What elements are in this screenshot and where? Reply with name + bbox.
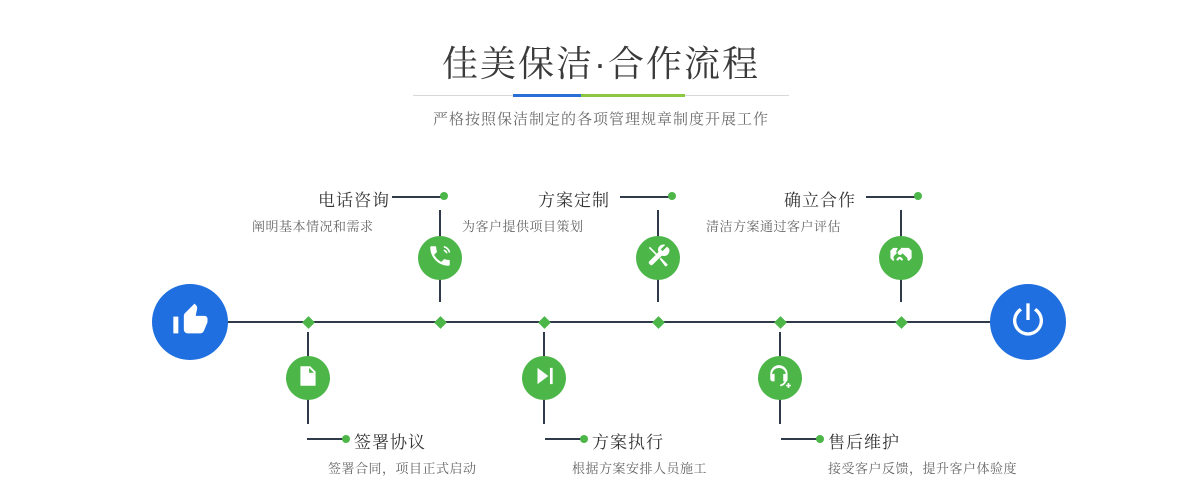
timeline-dot bbox=[434, 316, 447, 329]
step-icon-circle-2 bbox=[286, 356, 330, 400]
timeline-dot bbox=[774, 316, 787, 329]
callout-connector bbox=[392, 196, 444, 198]
callout-connector bbox=[620, 196, 672, 198]
callout-tip bbox=[668, 192, 676, 200]
step-label-2: 签署协议 bbox=[354, 433, 426, 452]
step-icon-circle-4 bbox=[522, 356, 566, 400]
document-edit-icon bbox=[295, 363, 321, 394]
step-desc-2: 签署合同，项目正式启动 bbox=[328, 461, 477, 476]
callout-tip bbox=[816, 435, 824, 443]
callout-connector bbox=[866, 196, 918, 198]
step-desc-3: 为客户提供项目策划 bbox=[462, 219, 584, 234]
title-divider bbox=[413, 95, 789, 96]
tools-icon bbox=[645, 243, 671, 274]
page-subtitle: 严格按照保洁制定的各项管理规章制度开展工作 bbox=[432, 111, 769, 128]
callout-connector bbox=[545, 438, 583, 440]
callout-connector bbox=[307, 438, 345, 440]
timeline-dot bbox=[538, 316, 551, 329]
step-icon-circle-5 bbox=[879, 236, 923, 280]
callout-tip bbox=[342, 435, 350, 443]
step-desc-1: 阐明基本情况和需求 bbox=[252, 219, 374, 234]
timeline-start-node bbox=[152, 284, 228, 360]
phone-call-icon bbox=[427, 243, 453, 274]
power-icon bbox=[1008, 300, 1048, 345]
customer-service-icon bbox=[767, 363, 793, 394]
step-label-5: 确立合作 bbox=[784, 191, 856, 210]
callout-tip bbox=[914, 192, 922, 200]
timeline-dot bbox=[895, 316, 908, 329]
page-title: 佳美保洁·合作流程 bbox=[442, 43, 760, 84]
handshake-icon bbox=[888, 243, 914, 274]
step-label-4: 方案执行 bbox=[592, 433, 664, 452]
play-next-icon bbox=[531, 363, 557, 394]
step-label-3: 方案定制 bbox=[538, 191, 610, 210]
divider-segment-blue bbox=[513, 94, 581, 97]
timeline-end-node bbox=[990, 284, 1066, 360]
step-icon-circle-3 bbox=[636, 236, 680, 280]
step-icon-circle-6 bbox=[758, 356, 802, 400]
callout-connector bbox=[781, 438, 819, 440]
timeline-dot bbox=[302, 316, 315, 329]
step-desc-4: 根据方案安排人员施工 bbox=[572, 461, 708, 476]
step-label-6: 售后维护 bbox=[828, 433, 900, 452]
callout-tip bbox=[580, 435, 588, 443]
callout-tip bbox=[440, 192, 448, 200]
step-desc-5: 清洁方案通过客户评估 bbox=[706, 219, 842, 234]
step-icon-circle-1 bbox=[418, 236, 462, 280]
step-desc-6: 接受客户反馈，提升客户体验度 bbox=[828, 461, 1018, 476]
divider-segment-green bbox=[581, 94, 685, 97]
step-label-1: 电话咨询 bbox=[318, 191, 390, 210]
timeline-dot bbox=[652, 316, 665, 329]
thumbs-up-icon bbox=[170, 300, 210, 345]
